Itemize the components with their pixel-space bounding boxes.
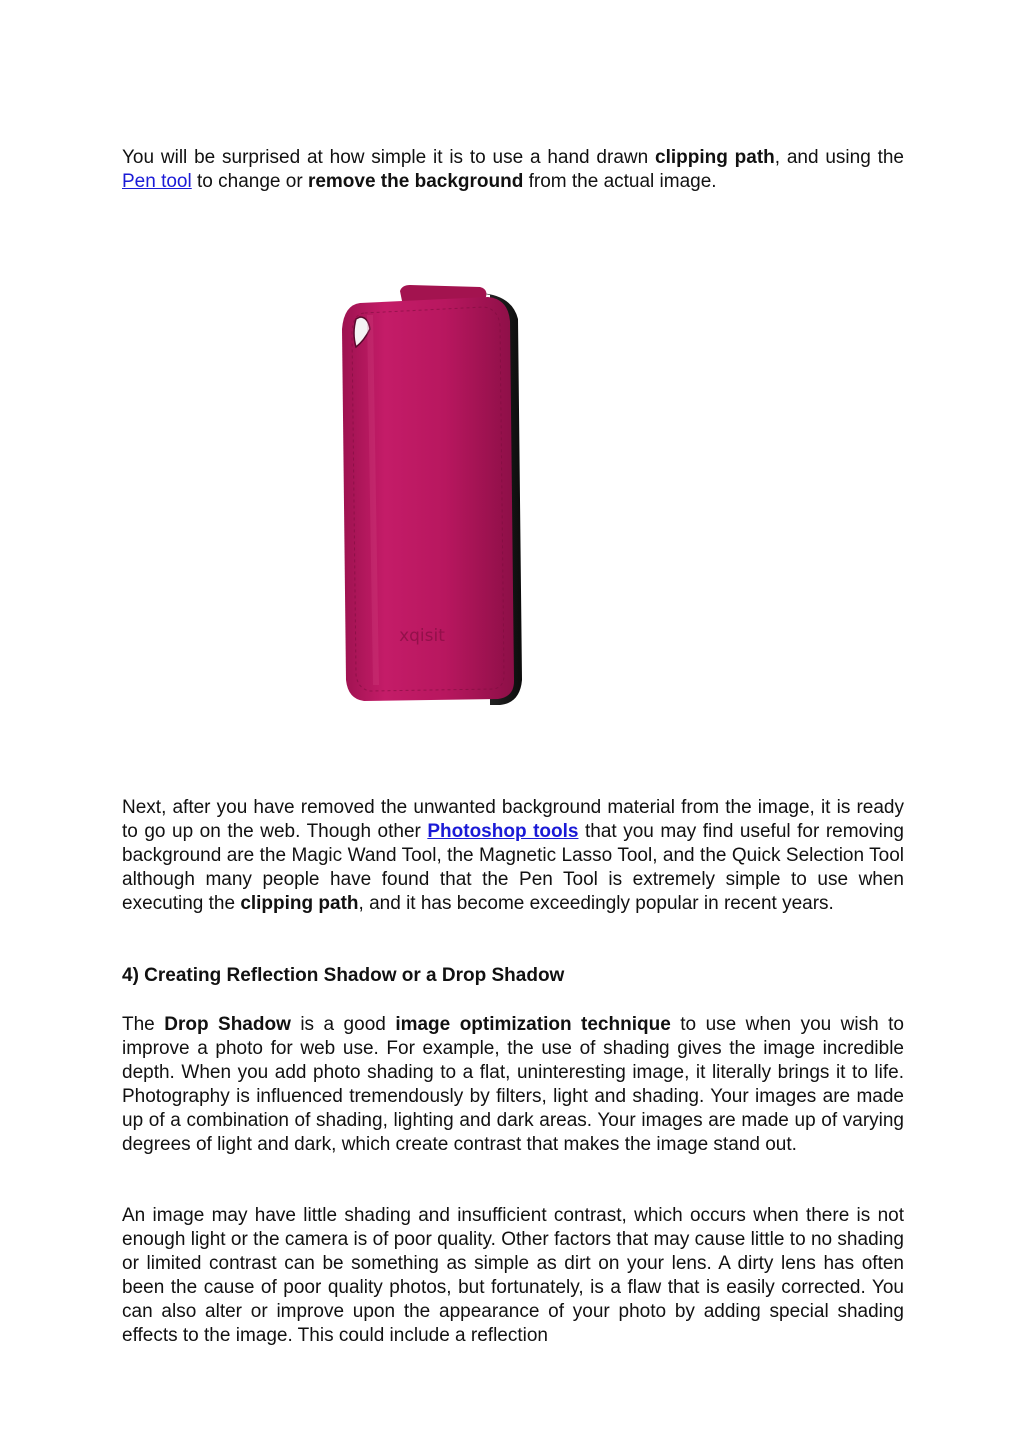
- text-run: , and using the: [774, 147, 905, 168]
- phone-case-image: [330, 285, 530, 710]
- text-run: You will be surprised at how simple it is to use a hand drawn: [122, 147, 655, 168]
- text-run: is a good: [290, 1014, 396, 1035]
- bold-term-image-optimization: image optimization technique: [395, 1014, 671, 1035]
- paragraph-drop-shadow: [122, 1013, 904, 1157]
- text-run: Next, after you have removed the unwanted background material from the image, it is ready to go up on the web. Though other: [122, 797, 904, 842]
- text-run: that you may find useful for removing background are the Magic Wand Tool, the Magnetic Lasso Tool, and the Quick Selection Tool although many people have found that the Pen Tool is extremely simple to use when executing the: [122, 821, 904, 914]
- bold-term-clipping-path: clipping path: [655, 147, 775, 168]
- brand-emboss: xqisit: [399, 626, 445, 646]
- bold-term-drop-shadow: Drop Shadow: [164, 1014, 291, 1035]
- photoshop-tools-link[interactable]: Photoshop tools: [427, 821, 579, 842]
- text-run: , and it has become exceedingly popular in recent years.: [358, 893, 834, 914]
- bold-term-remove-background: remove the background: [307, 171, 524, 192]
- paragraph-tools: [122, 796, 904, 916]
- text-run: The: [122, 1014, 165, 1035]
- text-run: from the actual image.: [523, 171, 717, 192]
- bold-term-clipping-path: clipping path: [240, 893, 359, 914]
- pen-tool-link[interactable]: Pen tool: [122, 171, 192, 192]
- paragraph-contrast: An image may have little shading and insufficient contrast, which occurs when there is not enough light or the camera is of poor quality. Other factors that may cause little to no shading or limited contrast can be something as simple as dirt on your lens. A dirty lens has often been the cause of poor quality photos, but fortunately, is a flaw that is easily corrected. You can also alter or improve upon the appearance of your photo by adding special shading effects to the image. This could include a reflection: [122, 1205, 904, 1346]
- text-run: to use when you wish to improve a photo for web use. For example, the use of shading gives the image incredible depth. When you add photo shading to a flat, uninteresting image, it literally brings it to life. Photography is influenced tremendously by filters, light and shading. Your images are made up of a combination of shading, lighting and dark areas. Your images are made up of varying degrees of light and dark, which create contrast that makes the image stand out.: [122, 1014, 904, 1155]
- section-heading: 4) Creating Reflection Shadow or a Drop Shadow: [122, 965, 565, 986]
- paragraph-intro: [122, 146, 904, 194]
- text-run: to change or: [191, 171, 308, 192]
